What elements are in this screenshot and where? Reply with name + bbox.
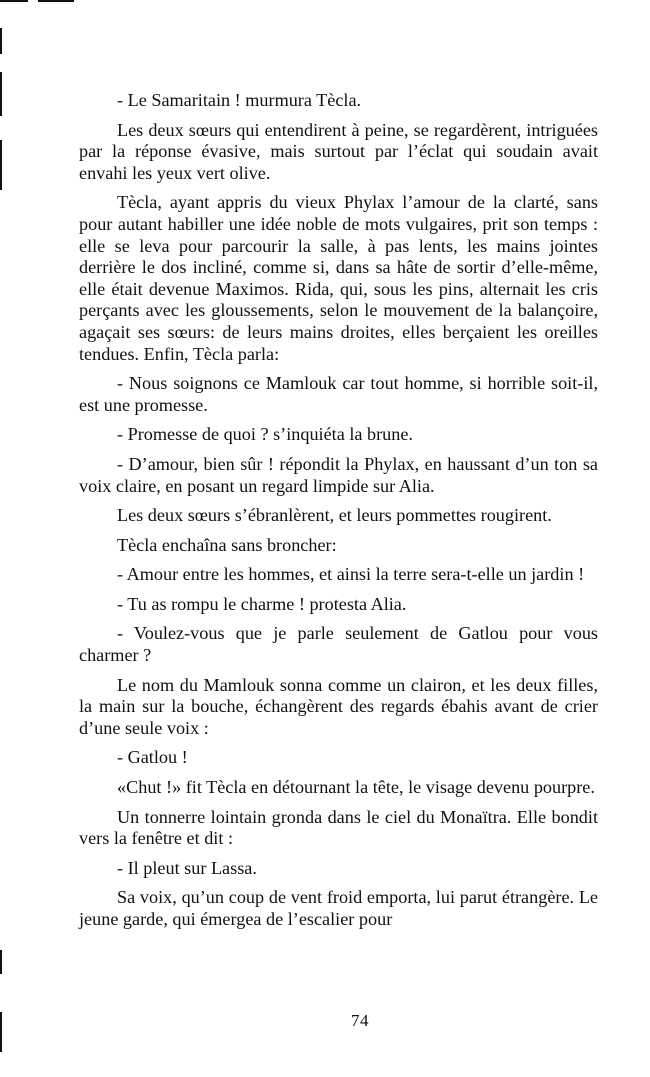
paragraph: - D’amour, bien sûr ! répondit la Phylax, en haussant d’un ton sa voix claire, en posant un regard limpide sur Alia. bbox=[79, 453, 598, 496]
scan-edge-mark bbox=[0, 950, 2, 974]
paragraph: - Amour entre les hommes, et ainsi la terre sera-t-elle un jardin ! bbox=[117, 564, 585, 585]
scan-edge-mark bbox=[0, 0, 28, 2]
paragraph: Le nom du Mamlouk sonna comme un clairon, et les deux filles, la main sur la bouche, échangèrent des regards ébahis avant de crier d’une seule voix : bbox=[79, 674, 598, 738]
paragraph: Sa voix, qu’un coup de vent froid emporta, lui parut étrangère. Le jeune garde, qui émergea de l’escalier pour bbox=[79, 887, 598, 929]
body-text bbox=[79, 90, 598, 939]
paragraph: «Chut !» fit Tècla en détournant la tête, le visage devenu pourpre. bbox=[117, 777, 595, 798]
paragraph: Un tonnerre lointain gronda dans le ciel du Monaïtra. Elle bondit vers la fenêtre et dit : bbox=[79, 806, 598, 849]
paragraph: - Nous soignons ce Mamlouk car tout homme, si horrible soit-il, est une promesse. bbox=[79, 373, 598, 415]
paragraph: Tècla, ayant appris du vieux Phylax l’amour de la clarté, sans pour autant habiller une idée noble de mots vulgaires, prit son temps : elle se leva pour parcourir la salle, à pas lents, les mains jointes derrière le dos incliné, comme si, dans sa hâte de sortir d’elle-même, elle était devenue Maximos. Rida, qui, sous les pins, alternait les cris perçants avec les gloussements, selon le mouvement de la balançoire, agaçait ses sœurs: de leurs mains droites, elles berçaient les oreilles tendues. Enfin, Tècla parla: bbox=[79, 192, 598, 364]
scan-edge-mark bbox=[0, 28, 2, 54]
paragraph: - Il pleut sur Lassa. bbox=[117, 857, 257, 878]
paragraph: Tècla enchaîna sans broncher: bbox=[117, 534, 337, 555]
paragraph: Les deux sœurs qui entendirent à peine, se regardèrent, intriguées par la réponse évasive, mais surtout par l’éclat qui soudain avait envahi les yeux vert olive. bbox=[79, 119, 598, 183]
page-number: 74 bbox=[351, 1011, 369, 1030]
paragraph: - Voulez-vous que je parle seulement de Gatlou pour vous charmer ? bbox=[79, 623, 598, 666]
scan-edge-mark bbox=[0, 140, 2, 190]
paragraph: - Promesse de quoi ? s’inquiéta la brune. bbox=[117, 424, 413, 445]
paragraph: - Le Samaritain ! murmura Tècla. bbox=[117, 90, 362, 110]
paragraph: Les deux sœurs s’ébranlèrent, et leurs pommettes rougirent. bbox=[117, 505, 552, 526]
scan-edge-mark bbox=[0, 72, 2, 116]
paragraph: - Gatlou ! bbox=[117, 747, 188, 768]
paragraph: - Tu as rompu le charme ! protesta Alia. bbox=[117, 593, 407, 614]
scan-edge-mark bbox=[38, 0, 74, 2]
